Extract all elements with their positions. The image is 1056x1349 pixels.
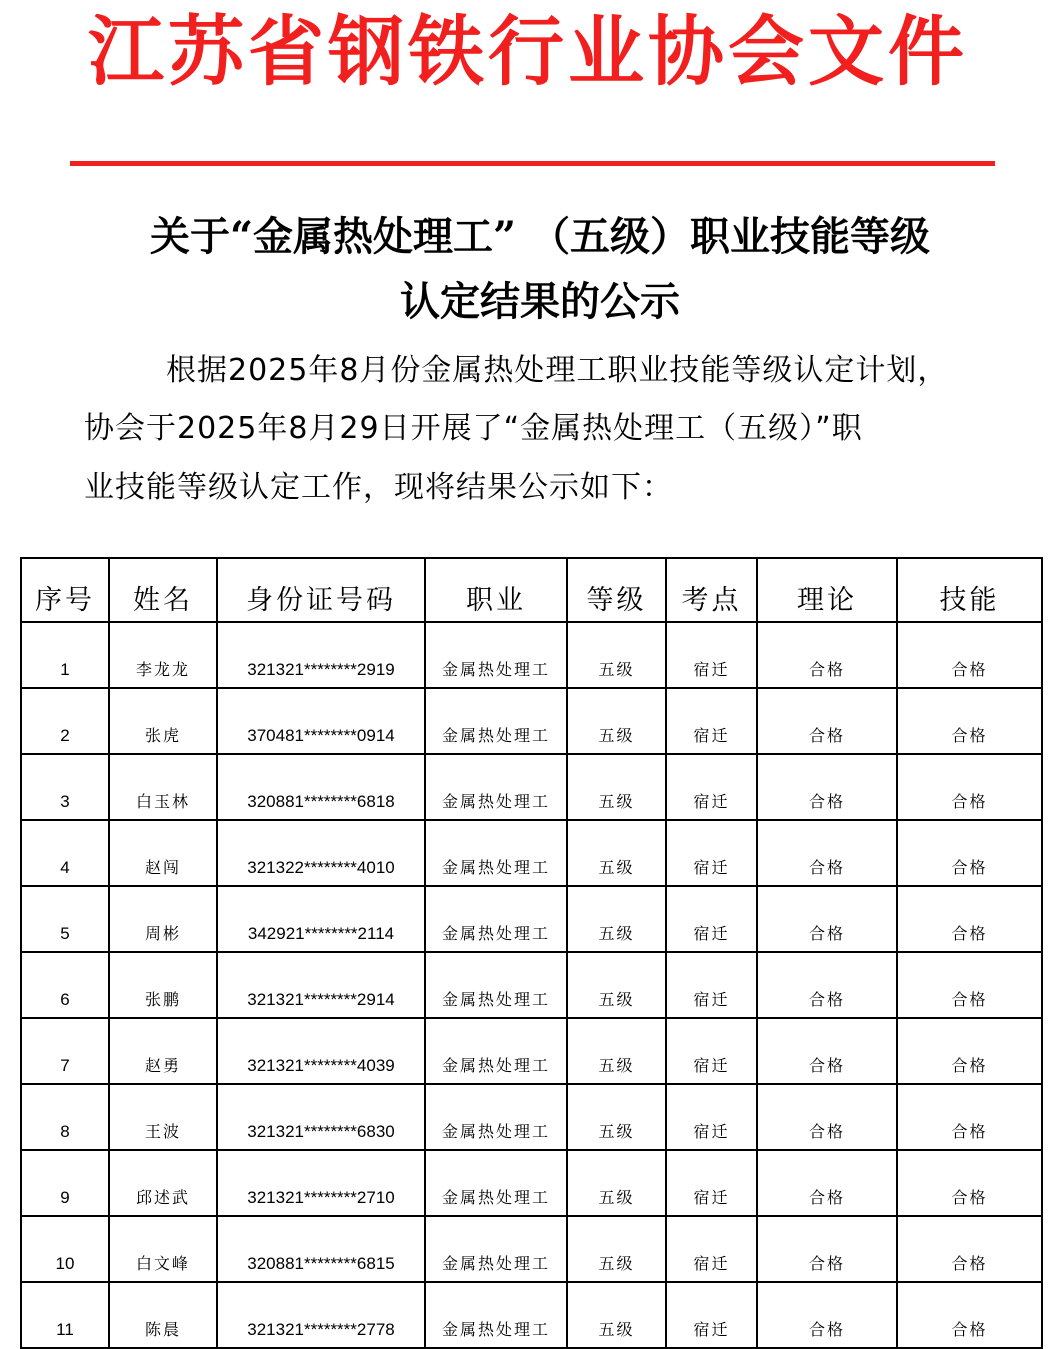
exam-site-cell: 宿迁 xyxy=(666,622,757,688)
person-name-cell: 张鹏 xyxy=(109,952,217,1018)
row-number-cell: 4 xyxy=(21,820,109,886)
row-number-cell: 3 xyxy=(21,754,109,820)
theory-result-cell: 合格 xyxy=(757,952,897,1018)
table-row xyxy=(21,1018,1042,1084)
id-number-cell: 320881********6818 xyxy=(217,754,425,820)
column-header: 考点 xyxy=(666,558,757,622)
document-title-line-1: 关于“金属热处理工” （五级）职业技能等级 xyxy=(150,213,930,260)
column-header: 理论 xyxy=(757,558,897,622)
skill-result-cell: 合格 xyxy=(897,1150,1042,1216)
column-header: 等级 xyxy=(567,558,666,622)
theory-result-cell: 合格 xyxy=(757,1150,897,1216)
theory-result-cell: 合格 xyxy=(757,622,897,688)
table-row xyxy=(21,754,1042,820)
column-header: 身份证号码 xyxy=(217,558,425,622)
row-number-cell: 9 xyxy=(21,1150,109,1216)
person-name-cell: 陈晨 xyxy=(109,1282,217,1348)
id-number-cell: 321321********2919 xyxy=(217,622,425,688)
exam-site-cell: 宿迁 xyxy=(666,1018,757,1084)
occupation-cell: 金属热处理工 xyxy=(425,1084,567,1150)
exam-site-cell: 宿迁 xyxy=(666,1282,757,1348)
occupation-cell: 金属热处理工 xyxy=(425,1282,567,1348)
table-row xyxy=(21,820,1042,886)
skill-result-cell: 合格 xyxy=(897,952,1042,1018)
exam-site-cell: 宿迁 xyxy=(666,1216,757,1282)
id-number-cell: 321321********4039 xyxy=(217,1018,425,1084)
table-row xyxy=(21,622,1042,688)
occupation-cell: 金属热处理工 xyxy=(425,1018,567,1084)
grade-level-cell: 五级 xyxy=(567,886,666,952)
table-row xyxy=(21,1216,1042,1282)
column-header: 姓名 xyxy=(109,558,217,622)
header-red-rule xyxy=(70,161,995,166)
exam-site-cell: 宿迁 xyxy=(666,688,757,754)
grade-level-cell: 五级 xyxy=(567,622,666,688)
row-number-cell: 2 xyxy=(21,688,109,754)
id-number-cell: 320881********6815 xyxy=(217,1216,425,1282)
exam-site-cell: 宿迁 xyxy=(666,820,757,886)
skill-result-cell: 合格 xyxy=(897,688,1042,754)
row-number-cell: 6 xyxy=(21,952,109,1018)
body-text-line-2: 协会于2025年8月29日开展了“金属热处理工（五级）”职 xyxy=(84,411,863,446)
exam-site-cell: 宿迁 xyxy=(666,1084,757,1150)
skill-result-cell: 合格 xyxy=(897,1216,1042,1282)
theory-result-cell: 合格 xyxy=(757,1018,897,1084)
grade-level-cell: 五级 xyxy=(567,754,666,820)
skill-result-cell: 合格 xyxy=(897,754,1042,820)
skill-result-cell: 合格 xyxy=(897,886,1042,952)
occupation-cell: 金属热处理工 xyxy=(425,1150,567,1216)
table-header-row xyxy=(21,558,1042,622)
row-number-cell: 11 xyxy=(21,1282,109,1348)
table-row xyxy=(21,952,1042,1018)
row-number-cell: 8 xyxy=(21,1084,109,1150)
skill-result-cell: 合格 xyxy=(897,820,1042,886)
skill-result-cell: 合格 xyxy=(897,622,1042,688)
person-name-cell: 张虎 xyxy=(109,688,217,754)
row-number-cell: 7 xyxy=(21,1018,109,1084)
person-name-cell: 赵勇 xyxy=(109,1018,217,1084)
id-number-cell: 321322********4010 xyxy=(217,820,425,886)
organization-header: 江苏省钢铁行业协会文件 xyxy=(88,7,968,96)
exam-site-cell: 宿迁 xyxy=(666,1150,757,1216)
person-name-cell: 李龙龙 xyxy=(109,622,217,688)
id-number-cell: 370481********0914 xyxy=(217,688,425,754)
table-row xyxy=(21,1150,1042,1216)
grade-level-cell: 五级 xyxy=(567,688,666,754)
theory-result-cell: 合格 xyxy=(757,1084,897,1150)
grade-level-cell: 五级 xyxy=(567,952,666,1018)
id-number-cell: 342921********2114 xyxy=(217,886,425,952)
body-text-line-3: 业技能等级认定工作，现将结果公示如下： xyxy=(84,470,673,505)
id-number-cell: 321321********2914 xyxy=(217,952,425,1018)
document-title-line-2: 认定结果的公示 xyxy=(400,278,680,325)
column-header: 技能 xyxy=(897,558,1042,622)
skill-result-cell: 合格 xyxy=(897,1282,1042,1348)
theory-result-cell: 合格 xyxy=(757,886,897,952)
results-table xyxy=(20,557,1043,1349)
table-row xyxy=(21,886,1042,952)
grade-level-cell: 五级 xyxy=(567,1282,666,1348)
grade-level-cell: 五级 xyxy=(567,1018,666,1084)
person-name-cell: 王波 xyxy=(109,1084,217,1150)
theory-result-cell: 合格 xyxy=(757,1282,897,1348)
occupation-cell: 金属热处理工 xyxy=(425,622,567,688)
id-number-cell: 321321********2778 xyxy=(217,1282,425,1348)
table-body xyxy=(21,622,1042,1348)
table-row xyxy=(21,1282,1042,1348)
occupation-cell: 金属热处理工 xyxy=(425,886,567,952)
column-header: 序号 xyxy=(21,558,109,622)
body-text-line-1: 根据2025年8月份金属热处理工职业技能等级认定计划， xyxy=(166,353,949,388)
occupation-cell: 金属热处理工 xyxy=(425,1216,567,1282)
table-row xyxy=(21,1084,1042,1150)
person-name-cell: 赵闯 xyxy=(109,820,217,886)
id-number-cell: 321321********6830 xyxy=(217,1084,425,1150)
person-name-cell: 白文峰 xyxy=(109,1216,217,1282)
occupation-cell: 金属热处理工 xyxy=(425,952,567,1018)
person-name-cell: 白玉林 xyxy=(109,754,217,820)
grade-level-cell: 五级 xyxy=(567,820,666,886)
row-number-cell: 10 xyxy=(21,1216,109,1282)
person-name-cell: 周彬 xyxy=(109,886,217,952)
exam-site-cell: 宿迁 xyxy=(666,754,757,820)
column-header: 职业 xyxy=(425,558,567,622)
theory-result-cell: 合格 xyxy=(757,754,897,820)
person-name-cell: 邱述武 xyxy=(109,1150,217,1216)
grade-level-cell: 五级 xyxy=(567,1216,666,1282)
skill-result-cell: 合格 xyxy=(897,1084,1042,1150)
theory-result-cell: 合格 xyxy=(757,820,897,886)
row-number-cell: 5 xyxy=(21,886,109,952)
skill-result-cell: 合格 xyxy=(897,1018,1042,1084)
grade-level-cell: 五级 xyxy=(567,1084,666,1150)
id-number-cell: 321321********2710 xyxy=(217,1150,425,1216)
occupation-cell: 金属热处理工 xyxy=(425,820,567,886)
table-row xyxy=(21,688,1042,754)
theory-result-cell: 合格 xyxy=(757,688,897,754)
exam-site-cell: 宿迁 xyxy=(666,886,757,952)
grade-level-cell: 五级 xyxy=(567,1150,666,1216)
occupation-cell: 金属热处理工 xyxy=(425,754,567,820)
occupation-cell: 金属热处理工 xyxy=(425,688,567,754)
row-number-cell: 1 xyxy=(21,622,109,688)
exam-site-cell: 宿迁 xyxy=(666,952,757,1018)
theory-result-cell: 合格 xyxy=(757,1216,897,1282)
